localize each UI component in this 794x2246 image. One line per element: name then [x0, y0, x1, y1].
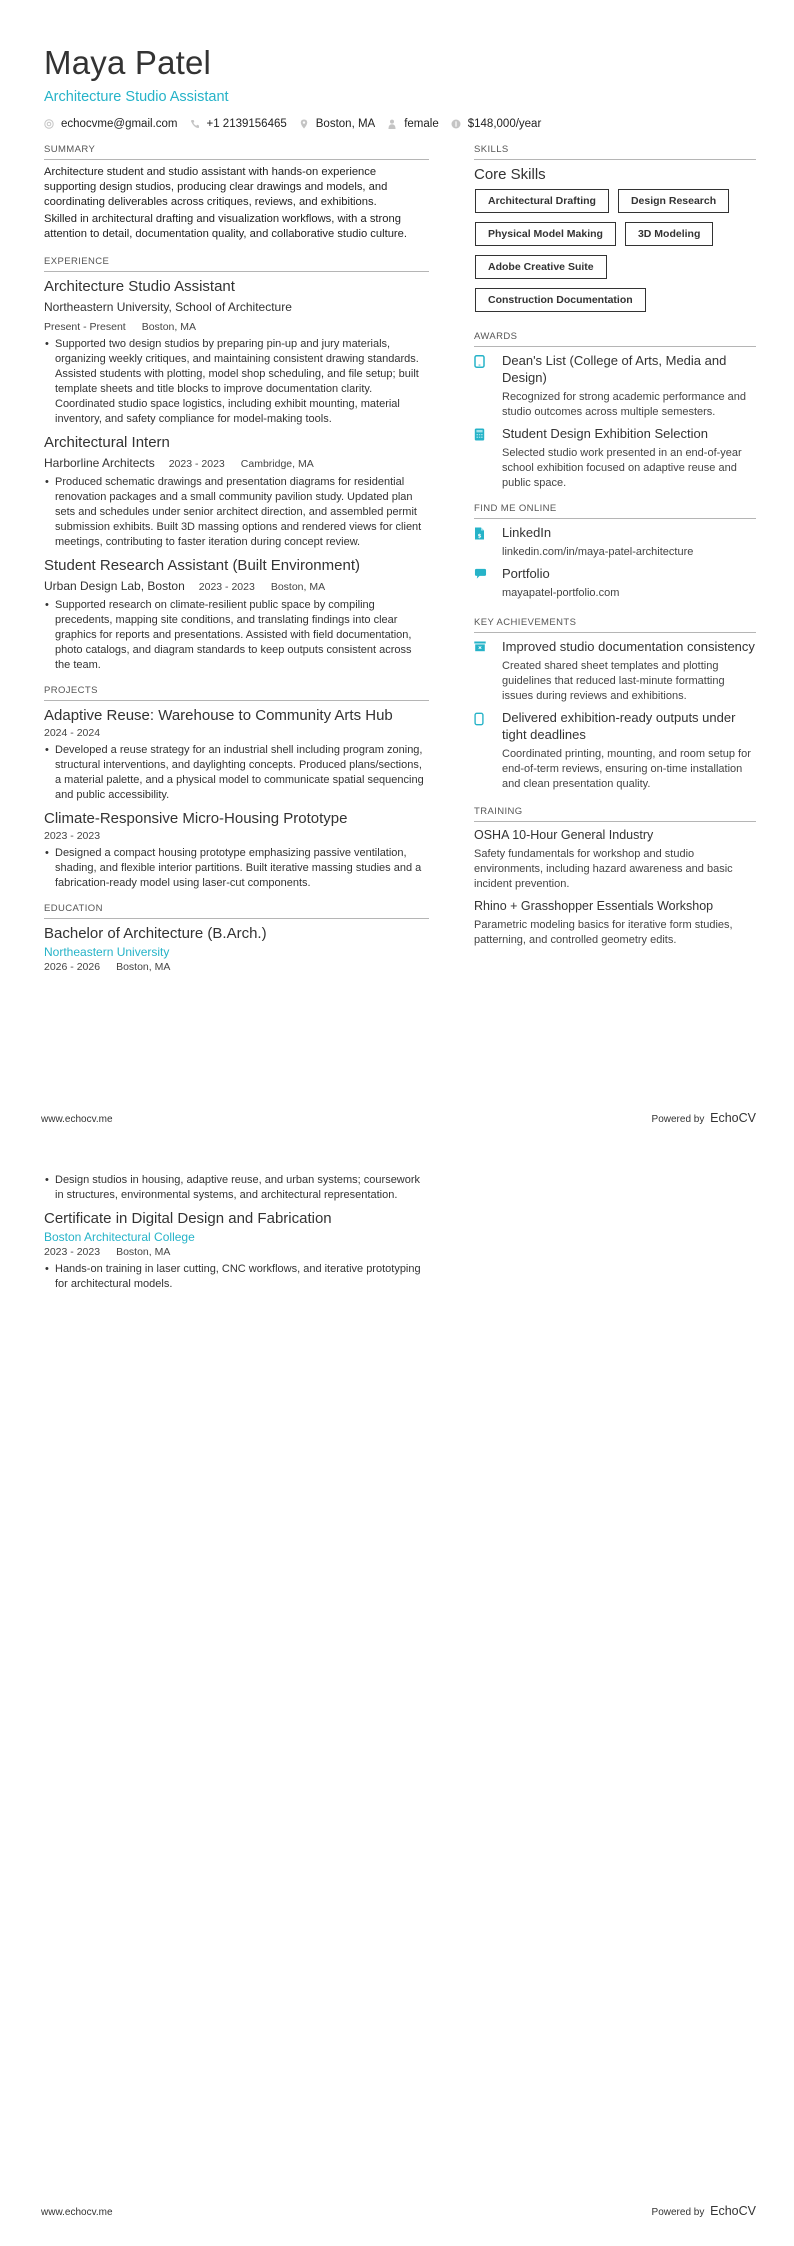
award-description: Selected studio work presented in an end-of-year school exhibition focused on adaptive reuse and public space. [502, 447, 742, 489]
online-url[interactable]: linkedin.com/in/maya-patel-architecture [502, 546, 694, 558]
job-dates: 2023 - 2023 [198, 581, 255, 593]
job-bullets [44, 337, 429, 427]
experience-entry [44, 556, 429, 673]
education-location: Boston, MA [116, 1246, 171, 1258]
education-bullet: • Hands-on training in laser cutting, CNC workflows, and iterative prototyping for architectural models. [44, 1262, 429, 1292]
job-dates: 2023 - 2023 [168, 458, 225, 470]
school-name: Boston Architectural College [44, 1230, 195, 1244]
online-heading: FIND ME ONLINE [474, 503, 756, 519]
awards-heading: AWARDS [474, 331, 756, 347]
project-entry [44, 809, 429, 891]
contact-salary-value: $148,000/year [467, 118, 542, 130]
project-bullet: • Developed a reuse strategy for an industrial shell including program zoning, structural interventions, and daylighting concepts. Produced plans/sections, a material palette, and a physical model to communicate spatial sequencing and public accessibility. [44, 743, 429, 803]
experience-entry [44, 277, 429, 427]
degree-title: Certificate in Digital Design and Fabrication [44, 1210, 332, 1227]
achievement-entry [474, 709, 756, 792]
online-entry-portfolio[interactable] [474, 565, 756, 601]
contact-email[interactable] [44, 116, 178, 132]
education-heading: EDUCATION [44, 903, 429, 919]
training-heading: TRAINING [474, 806, 756, 822]
phone-icon [190, 119, 200, 129]
job-meta [199, 580, 337, 594]
education-section [44, 903, 429, 974]
powered-by-label: Powered by [651, 2207, 705, 2218]
job-bullet: • Supported research on climate-resilient public space by compiling precedents, mapping site conditions, and translating findings into clear graphics for reports and presentations. Assisted with field documentation, photo catalogs, and diagram standards to keep outputs consistent across the team. [44, 598, 429, 673]
training-entry [474, 827, 756, 892]
achievements-heading: KEY ACHIEVEMENTS [474, 617, 756, 633]
contact-phone-value: +1 2139156465 [206, 118, 287, 130]
summary-paragraph: Architecture student and studio assistant with hands-on experience supporting design studios, producing clear drawings and models, and coordinating deliverables across critiques, reviews, and exhibitions. [44, 166, 388, 208]
achievements-section [474, 617, 756, 792]
job-sub-row [44, 578, 429, 595]
education-dates: 2026 - 2026 [44, 961, 101, 973]
experience-entry [44, 433, 429, 550]
training-section [474, 806, 756, 948]
job-title: Architecture Studio Assistant [44, 278, 235, 295]
award-entry [474, 425, 756, 491]
education-meta [44, 1245, 429, 1259]
job-title: Student Research Assistant (Built Environment) [44, 557, 360, 574]
training-description: Safety fundamentals for workshop and studio environments, including hazard awareness and basic incident prevention. [474, 848, 733, 890]
achievement-title: Improved studio documentation consistency [502, 639, 755, 654]
skills-heading: SKILLS [474, 144, 756, 160]
education-entry [44, 1209, 429, 1292]
skills-section [474, 144, 756, 321]
job-location: Boston, MA [141, 321, 196, 333]
achievement-description: Created shared sheet templates and plotting guidelines that reduced last-minute formatting issues during reviews and exhibitions. [502, 660, 725, 702]
achievement-entry [474, 638, 756, 704]
job-sub-row [44, 455, 429, 472]
training-description: Parametric modeling basics for iterative form studies, patterning, and controlled geometry edits. [474, 919, 733, 946]
contact-salary [451, 116, 542, 132]
page-footer [41, 2204, 756, 2218]
company-name: Urban Design Lab, Boston [44, 579, 185, 593]
training-entry [474, 898, 756, 948]
education-continued [44, 1173, 429, 1298]
job-title: Architectural Intern [44, 434, 170, 451]
resume-header [44, 44, 750, 132]
project-entry [44, 706, 429, 803]
candidate-title: Architecture Studio Assistant [44, 89, 229, 105]
education-entry [44, 924, 429, 974]
project-title: Climate-Responsive Micro-Housing Prototype [44, 810, 348, 827]
contact-email-value: echocvme@gmail.com [61, 118, 178, 130]
project-bullet: • Designed a compact housing prototype emphasizing passive ventilation, shading, and flexible interior partitions. Built iterative massing studies and a fabrication-ready model using laser-cut components. [44, 846, 429, 891]
experience-section [44, 256, 429, 673]
job-location: Boston, MA [270, 581, 326, 593]
project-dates-value: 2024 - 2024 [44, 727, 101, 739]
awards-section [474, 331, 756, 491]
contact-gender [387, 116, 439, 132]
brand-name: EchoCV [710, 1111, 756, 1125]
svg-text:$: $ [477, 533, 482, 540]
skills-chips [474, 189, 756, 321]
education-bullet: • Design studios in housing, adaptive reuse, and urban systems; coursework in structures, environmental systems, and architectural representation. [44, 1173, 429, 1203]
location-pin-icon [299, 119, 309, 129]
skill-chip: Physical Model Making [475, 222, 616, 246]
project-dates [44, 829, 429, 843]
at-icon [44, 119, 54, 129]
left-column [44, 144, 429, 988]
tablet-icon [474, 352, 502, 420]
company-name: Northeastern University, School of Architecture [44, 300, 292, 314]
skills-group-title: Core Skills [474, 166, 546, 183]
training-title: OSHA 10-Hour General Industry [474, 828, 654, 842]
document-dollar-icon [474, 524, 502, 560]
summary-heading: SUMMARY [44, 144, 429, 160]
award-entry [474, 352, 756, 420]
training-title: Rhino + Grasshopper Essentials Workshop [474, 899, 714, 913]
speech-bubble-icon [474, 565, 502, 601]
footer-website-link[interactable]: www.echocv.me [41, 1114, 113, 1125]
achievement-title: Delivered exhibition-ready outputs under tight deadlines [502, 710, 736, 742]
candidate-name: Maya Patel [44, 44, 212, 81]
contact-phone[interactable] [190, 116, 287, 132]
job-bullet: • Supported two design studios by preparing pin-up and jury materials, organizing weekly critiques, and maintaining consistent drawing standards. Assisted students with plotting, model shop scheduling, and file setup; built template sheets and title blocks to improve documentation clarity. Coordinated studio space logistics, including exhibit mounting, material inventory, and safety compliance for model-making tools. [44, 337, 429, 427]
calculator-icon [474, 425, 502, 491]
award-title: Student Design Exhibition Selection [502, 426, 708, 441]
experience-heading: EXPERIENCE [44, 256, 429, 272]
education-location: Boston, MA [116, 961, 171, 973]
salary-icon [451, 119, 461, 129]
project-bullets [44, 846, 429, 891]
resume-page-2 [0, 1123, 794, 2246]
online-url[interactable]: mayapatel-portfolio.com [502, 587, 620, 599]
education-bullets [44, 1173, 429, 1203]
powered-by-label: Powered by [651, 1114, 705, 1125]
skill-chip: Adobe Creative Suite [475, 255, 607, 279]
online-label: LinkedIn [502, 525, 552, 540]
job-meta [44, 320, 429, 334]
projects-section [44, 685, 429, 891]
archive-box-icon [474, 638, 502, 704]
project-title: Adaptive Reuse: Warehouse to Community Arts Hub [44, 707, 393, 724]
job-meta [169, 457, 326, 471]
contact-bar [44, 116, 750, 132]
education-dates: 2023 - 2023 [44, 1246, 101, 1258]
skill-chip: 3D Modeling [625, 222, 713, 246]
education-bullets [44, 1262, 429, 1292]
award-description: Recognized for strong academic performance and studio outcomes across multiple semesters. [502, 391, 746, 418]
education-meta [44, 960, 429, 974]
contact-gender-value: female [404, 118, 439, 130]
mobile-phone-icon [474, 709, 502, 792]
job-bullets [44, 475, 429, 550]
project-dates [44, 726, 429, 740]
person-icon [387, 119, 397, 129]
summary-section [44, 144, 429, 242]
project-bullets [44, 743, 429, 803]
skill-chip: Architectural Drafting [475, 189, 609, 213]
contact-location-value: Boston, MA [315, 118, 376, 130]
job-bullet: • Produced schematic drawings and presentation diagrams for residential renovation packages and a small community pavilion study. Updated plan sets and schedules under senior architect direction, and assembled permit submission exhibits. Built 3D massing options and rendered views for client meetings, contributing to faster iteration during concept review. [44, 475, 429, 550]
summary-paragraph: Skilled in architectural drafting and visualization workflows, with a strong attention to detail, documentation quality, and collaborative studio culture. [44, 213, 407, 240]
project-dates-value: 2023 - 2023 [44, 830, 101, 842]
award-title: Dean's List (College of Arts, Media and Design) [502, 353, 727, 385]
contact-location [299, 116, 375, 132]
right-column [474, 144, 756, 962]
footer-powered-by[interactable] [652, 2204, 756, 2218]
job-location: Cambridge, MA [240, 458, 314, 470]
job-bullets [44, 598, 429, 673]
skill-chip: Construction Documentation [475, 288, 646, 312]
projects-heading: PROJECTS [44, 685, 429, 701]
online-entry-linkedin[interactable] [474, 524, 756, 560]
job-dates: Present - Present [44, 321, 126, 333]
online-section [474, 503, 756, 601]
degree-title: Bachelor of Architecture (B.Arch.) [44, 925, 267, 942]
brand-name: EchoCV [710, 2204, 756, 2218]
skill-chip: Design Research [618, 189, 729, 213]
company-name: Harborline Architects [44, 456, 155, 470]
school-name: Northeastern University [44, 945, 170, 959]
achievement-description: Coordinated printing, mounting, and room setup for end-of-term reviews, ensuring on-time installation and clean presentation quality. [502, 748, 751, 790]
online-label: Portfolio [502, 566, 550, 581]
footer-website-link[interactable]: www.echocv.me [41, 2207, 113, 2218]
